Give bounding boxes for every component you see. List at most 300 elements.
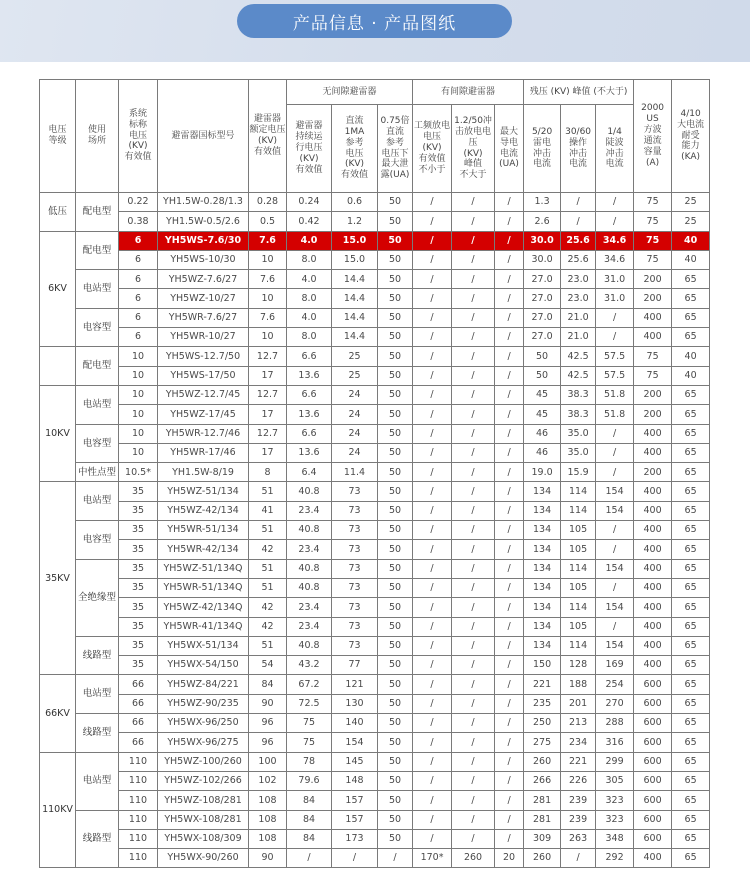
value-cell: 66 [119,675,158,694]
value-cell: 25 [332,347,378,366]
table-row [40,385,710,404]
table-row [40,193,710,212]
value-cell: 51 [249,636,287,655]
value-cell: 200 [634,405,672,424]
value-cell: 50 [378,617,413,636]
value-cell: 73 [332,540,378,559]
value-cell: / [413,714,452,733]
value-cell: 65 [672,270,710,289]
value-cell: 50 [378,385,413,404]
value-cell: 108 [249,810,287,829]
header-lightning: 5/20 雷电 冲击 电流 [524,105,561,193]
usage-cell: 电容型 [76,308,119,347]
header-rated-voltage: 避雷器 额定电压 (KV) 有效值 [249,80,287,193]
voltage-level-cell [40,347,76,386]
usage-cell: 线路型 [76,714,119,753]
value-cell: 77 [332,656,378,675]
value-cell: 65 [672,791,710,810]
value-cell: / [413,559,452,578]
value-cell: 8 [249,463,287,482]
value-cell: 281 [524,810,561,829]
value-cell: 65 [672,849,710,868]
value-cell: / [413,212,452,231]
table-row [40,405,710,424]
value-cell: / [452,501,495,520]
header-voltage-level: 电压 等级 [40,80,76,193]
value-cell: 15.9 [561,463,596,482]
value-cell: / [413,598,452,617]
value-cell: 31.0 [596,270,634,289]
value-cell: 201 [561,694,596,713]
value-cell: / [495,675,524,694]
value-cell: 323 [596,810,634,829]
table-row [40,810,710,829]
value-cell: 1.2 [332,212,378,231]
header-dc-1ma: 直流 1MA 参考 电压 (KV) 有效值 [332,105,378,193]
value-cell: 305 [596,771,634,790]
value-cell: 600 [634,675,672,694]
value-cell: 65 [672,810,710,829]
value-cell: 114 [561,559,596,578]
table-row [40,849,710,868]
value-cell: 75 [634,366,672,385]
value-cell: 73 [332,482,378,501]
value-cell: / [452,521,495,540]
value-cell: / [452,231,495,250]
model-cell: YH5WR-10/27 [158,328,249,347]
model-cell: YH5WR-41/134Q [158,617,249,636]
value-cell: 108 [249,791,287,810]
voltage-level-cell: 10KV [40,385,76,481]
value-cell: / [495,424,524,443]
value-cell: 400 [634,308,672,327]
model-cell: YH5WR-17/46 [158,443,249,462]
value-cell: 299 [596,752,634,771]
value-cell: 57.5 [596,366,634,385]
value-cell: / [596,578,634,597]
value-cell: 239 [561,810,596,829]
value-cell: 250 [524,714,561,733]
value-cell: / [495,270,524,289]
value-cell: 400 [634,443,672,462]
table-row [40,443,710,462]
model-cell: YH1.5W-8/19 [158,463,249,482]
value-cell: 30.0 [524,250,561,269]
value-cell: 23.4 [287,617,332,636]
value-cell: 600 [634,752,672,771]
value-cell: 65 [672,598,710,617]
value-cell: 51 [249,482,287,501]
value-cell: / [452,829,495,848]
value-cell: 27.0 [524,308,561,327]
value-cell: / [452,366,495,385]
value-cell: 213 [561,714,596,733]
value-cell: 75 [634,347,672,366]
value-cell: 400 [634,656,672,675]
value-cell: / [452,771,495,790]
value-cell: 50 [378,559,413,578]
table-row [40,308,710,327]
value-cell: 0.22 [119,193,158,212]
value-cell: / [378,849,413,868]
value-cell: / [495,598,524,617]
header-group-residual: 残压 (KV) 峰值 (不大于) [524,80,634,105]
value-cell: / [495,540,524,559]
value-cell: / [413,250,452,269]
value-cell: 235 [524,694,561,713]
value-cell: 65 [672,694,710,713]
value-cell: 266 [524,771,561,790]
value-cell: 65 [672,617,710,636]
table-row [40,598,710,617]
value-cell: / [495,656,524,675]
value-cell: 50 [378,771,413,790]
value-cell: / [452,328,495,347]
value-cell: 50 [378,656,413,675]
value-cell: 154 [596,636,634,655]
value-cell: 50 [378,829,413,848]
value-cell: / [495,482,524,501]
model-cell: YH5WX-51/134 [158,636,249,655]
value-cell: 145 [332,752,378,771]
value-cell: 65 [672,636,710,655]
value-cell: 134 [524,598,561,617]
value-cell: 51.8 [596,405,634,424]
value-cell: / [495,443,524,462]
value-cell: / [452,347,495,366]
value-cell: 400 [634,849,672,868]
value-cell: 65 [672,308,710,327]
value-cell: 254 [596,675,634,694]
model-cell: YH5WZ-10/27 [158,289,249,308]
value-cell: 10 [249,328,287,347]
model-cell: YH5WS-10/30 [158,250,249,269]
value-cell: 134 [524,482,561,501]
usage-cell: 配电型 [76,347,119,386]
value-cell: / [452,424,495,443]
value-cell: 73 [332,617,378,636]
value-cell: 102 [249,771,287,790]
value-cell: 31.0 [596,289,634,308]
model-cell: YH5WR-42/134 [158,540,249,559]
value-cell: 50 [378,289,413,308]
table-row [40,521,710,540]
value-cell: 84 [287,791,332,810]
value-cell: 66 [119,694,158,713]
value-cell: 50 [378,250,413,269]
table-row [40,733,710,752]
value-cell: / [596,521,634,540]
table-row [40,694,710,713]
table-row [40,559,710,578]
value-cell: 50 [378,733,413,752]
value-cell: 50 [378,598,413,617]
value-cell: 40 [672,231,710,250]
value-cell: 134 [524,559,561,578]
value-cell: 50 [378,424,413,443]
value-cell: 25.6 [561,231,596,250]
value-cell: / [413,656,452,675]
table-row [40,501,710,520]
value-cell: 10 [249,250,287,269]
value-cell: / [452,405,495,424]
table-row [40,250,710,269]
value-cell: 35 [119,617,158,636]
table-row [40,482,710,501]
value-cell: 6.4 [287,463,332,482]
value-cell: / [495,193,524,212]
header-usage: 使用 场所 [76,80,119,193]
value-cell: 65 [672,675,710,694]
usage-cell: 全绝缘型 [76,559,119,636]
value-cell: / [452,463,495,482]
model-cell: YH5WX-90/260 [158,849,249,868]
value-cell: / [452,675,495,694]
value-cell: 50 [378,308,413,327]
value-cell: 281 [524,791,561,810]
usage-cell: 电站型 [76,675,119,714]
value-cell: / [495,791,524,810]
value-cell: 292 [596,849,634,868]
value-cell: / [596,193,634,212]
model-cell: YH5WZ-84/221 [158,675,249,694]
value-cell: / [495,463,524,482]
value-cell: / [452,385,495,404]
value-cell: 6.6 [287,385,332,404]
value-cell: / [495,521,524,540]
value-cell: 6 [119,289,158,308]
value-cell: 65 [672,656,710,675]
value-cell: / [413,443,452,462]
value-cell: 35.0 [561,424,596,443]
value-cell: 75 [287,714,332,733]
value-cell: 42.5 [561,347,596,366]
value-cell: 50 [378,463,413,482]
value-cell: 25 [672,193,710,212]
value-cell: 40 [672,250,710,269]
value-cell: 78 [287,752,332,771]
value-cell: 173 [332,829,378,848]
value-cell: / [495,733,524,752]
value-cell: / [495,385,524,404]
model-cell: YH5WR-7.6/27 [158,308,249,327]
value-cell: 25 [332,366,378,385]
header-steep: 1/4 陡波 冲击 电流 [596,105,634,193]
table-row [40,463,710,482]
header-continuous-voltage: 避雷器 持续运 行电压 (KV) 有效值 [287,105,332,193]
value-cell: 50 [378,231,413,250]
model-cell: YH5WR-12.7/46 [158,424,249,443]
value-cell: 6 [119,231,158,250]
value-cell: 10.5* [119,463,158,482]
value-cell: 35 [119,501,158,520]
value-cell: 148 [332,771,378,790]
value-cell: 150 [524,656,561,675]
value-cell: 73 [332,598,378,617]
value-cell: / [495,405,524,424]
value-cell: 50 [378,675,413,694]
table-body [40,193,710,868]
value-cell: 65 [672,578,710,597]
value-cell: 24 [332,385,378,404]
table-row [40,771,710,790]
value-cell: 110 [119,791,158,810]
header-max-cond-current: 最大 导电 电流 (UA) [495,105,524,193]
value-cell: / [495,289,524,308]
value-cell: / [413,424,452,443]
value-cell: 6 [119,308,158,327]
header-leakage-075: 0.75倍 直流 参考 电压下 最大泄 露(UA) [378,105,413,193]
value-cell: / [495,752,524,771]
value-cell: 17 [249,366,287,385]
value-cell: 40.8 [287,559,332,578]
value-cell: / [413,347,452,366]
value-cell: 50 [378,578,413,597]
value-cell: 105 [561,521,596,540]
value-cell: 600 [634,771,672,790]
value-cell: 316 [596,733,634,752]
value-cell: / [413,810,452,829]
value-cell: 73 [332,636,378,655]
value-cell: 13.6 [287,443,332,462]
value-cell: 134 [524,540,561,559]
value-cell: 46 [524,424,561,443]
value-cell: / [413,752,452,771]
table-row [40,212,710,231]
value-cell: 4.0 [287,308,332,327]
value-cell: 6.6 [287,347,332,366]
value-cell: 170* [413,849,452,868]
usage-cell: 线路型 [76,636,119,675]
value-cell: 10 [119,405,158,424]
value-cell: / [452,308,495,327]
value-cell: 0.42 [287,212,332,231]
value-cell: 105 [561,540,596,559]
value-cell: 73 [332,578,378,597]
value-cell: 50 [378,347,413,366]
model-cell: YH5WX-96/250 [158,714,249,733]
value-cell: 40 [672,347,710,366]
value-cell: 309 [524,829,561,848]
value-cell: 108 [249,829,287,848]
model-cell: YH1.5W-0.28/1.3 [158,193,249,212]
model-cell: YH5WZ-17/45 [158,405,249,424]
value-cell: 14.4 [332,308,378,327]
value-cell: 260 [524,752,561,771]
value-cell: 8.0 [287,250,332,269]
value-cell: 134 [524,501,561,520]
value-cell: 288 [596,714,634,733]
value-cell: 75 [634,212,672,231]
value-cell: / [452,810,495,829]
value-cell: / [495,366,524,385]
value-cell: 10 [119,424,158,443]
value-cell: / [495,308,524,327]
value-cell: 200 [634,463,672,482]
table-row [40,328,710,347]
value-cell: / [596,424,634,443]
value-cell: 400 [634,578,672,597]
value-cell: 105 [561,578,596,597]
value-cell: 400 [634,636,672,655]
value-cell: 54 [249,656,287,675]
value-cell: 226 [561,771,596,790]
value-cell: / [452,656,495,675]
value-cell: / [561,193,596,212]
table-row [40,270,710,289]
value-cell: 35.0 [561,443,596,462]
value-cell: 154 [596,598,634,617]
model-cell: YH5WX-108/281 [158,810,249,829]
value-cell: 41 [249,501,287,520]
value-cell: / [413,482,452,501]
value-cell: 400 [634,482,672,501]
value-cell: 200 [634,270,672,289]
model-cell: YH5WS-7.6/30 [158,231,249,250]
value-cell: / [413,733,452,752]
value-cell: 400 [634,598,672,617]
value-cell: / [452,250,495,269]
value-cell: / [413,675,452,694]
value-cell: 50 [378,714,413,733]
value-cell: 263 [561,829,596,848]
value-cell: 20 [495,849,524,868]
value-cell: / [495,810,524,829]
value-cell: / [413,771,452,790]
value-cell: 65 [672,540,710,559]
value-cell: 65 [672,424,710,443]
value-cell: 65 [672,559,710,578]
value-cell: 51 [249,559,287,578]
table-row [40,636,710,655]
value-cell: 10 [119,443,158,462]
value-cell: / [413,270,452,289]
value-cell: 21.0 [561,328,596,347]
model-cell: YH5WX-108/309 [158,829,249,848]
value-cell: 50 [378,636,413,655]
value-cell: 45 [524,385,561,404]
value-cell: 17 [249,443,287,462]
value-cell: 154 [596,482,634,501]
voltage-level-cell: 6KV [40,231,76,347]
value-cell: 0.6 [332,193,378,212]
model-cell: YH5WZ-102/266 [158,771,249,790]
value-cell: 348 [596,829,634,848]
table-row [40,714,710,733]
value-cell: 25 [672,212,710,231]
voltage-level-cell: 110KV [40,752,76,868]
value-cell: 50 [378,521,413,540]
value-cell: / [452,212,495,231]
value-cell: 35 [119,521,158,540]
value-cell: 51 [249,521,287,540]
table-row-highlighted [40,231,710,250]
value-cell: 65 [672,482,710,501]
value-cell: 90 [249,849,287,868]
value-cell: 79.6 [287,771,332,790]
value-cell: 7.6 [249,308,287,327]
value-cell: 50 [378,270,413,289]
value-cell: 154 [596,501,634,520]
model-cell: YH5WZ-100/260 [158,752,249,771]
model-cell: YH5WZ-42/134 [158,501,249,520]
table-row [40,578,710,597]
value-cell: 65 [672,443,710,462]
value-cell: 65 [672,752,710,771]
table-row [40,829,710,848]
value-cell: 73 [332,559,378,578]
value-cell: 0.5 [249,212,287,231]
